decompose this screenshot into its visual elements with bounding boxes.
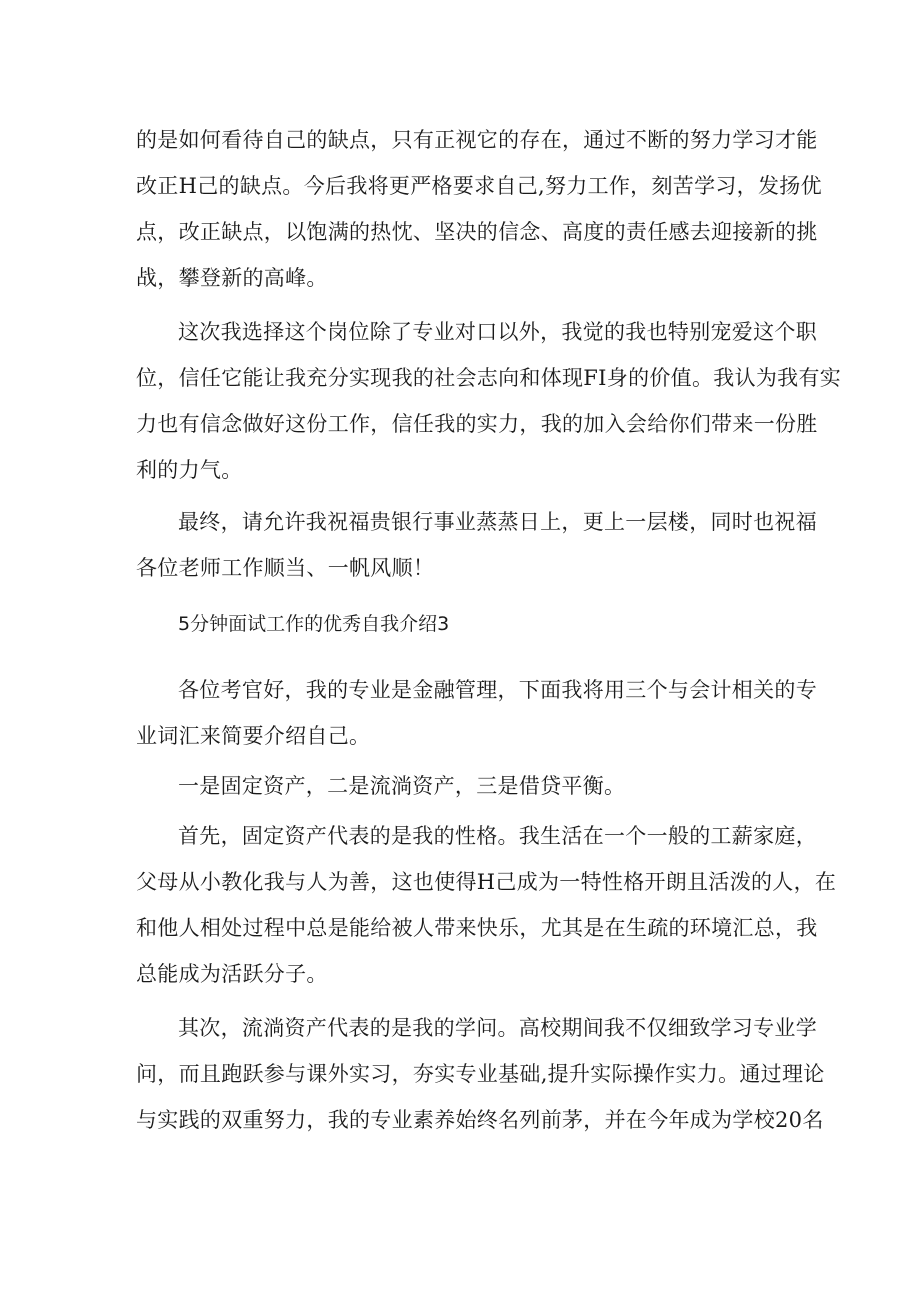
paragraph-1-line-4: 战，攀登新的高峰。	[136, 266, 328, 290]
paragraph-3-line-1: 最终，请允许我祝福贵银行事业蒸蒸日上，更上一层楼，同时也祝福	[178, 510, 817, 534]
paragraph-4-line-2: 业词汇来简要介绍自己。	[136, 724, 371, 748]
paragraph-7-line-3: 与实践的双重努力，我的专业素养始终名列前茅，并在今年成为学校20名	[136, 1108, 824, 1132]
section-heading: 5分钟面试工作的优秀自我介绍3	[178, 613, 450, 635]
paragraph-1-line-3: 点，改正缺点，以饱满的热忱、坚决的信念、高度的责任感去迎接新的挑	[136, 220, 818, 244]
paragraph-6-line-2: 父母从小教化我与人为善，这也使得H己成为一特性格开朗且活泼的人，在	[136, 870, 837, 894]
paragraph-2-line-4: 利的力气。	[136, 458, 243, 482]
paragraph-5-line-1: 一是固定资产，二是流淌资产，三是借贷平衡。	[178, 774, 626, 798]
paragraph-6-line-1: 首先，固定资产代表的是我的性格。我生活在一个一般的工薪家庭，	[178, 824, 817, 848]
paragraph-2-line-1: 这次我选择这个岗位除了专业对口以外，我觉的我也特别宠爱这个职	[178, 320, 817, 344]
paragraph-7-line-1: 其次，流淌资产代表的是我的学问。高校期间我不仅细致学习专业学	[178, 1016, 817, 1040]
paragraph-3-line-2: 各位老师工作顺当、一帆风顺！	[136, 556, 435, 580]
paragraph-6-line-4: 总能成为活跃分子。	[136, 962, 328, 986]
paragraph-1-line-1: 的是如何看待自己的缺点，只有正视它的存在，通过不断的努力学习才能	[136, 128, 818, 152]
paragraph-4-line-1: 各位考官好，我的专业是金融管理，下面我将用三个与会计相关的专	[178, 678, 817, 702]
paragraph-2-line-3: 力也有信念做好这份工作，信任我的实力，我的加入会给你们带来一份胜	[136, 412, 818, 436]
paragraph-1-line-2: 改正H己的缺点。今后我将更严格要求自己,努力工作，刻苦学习，发扬优	[136, 174, 822, 198]
paragraph-6-line-3: 和他人相处过程中总是能给被人带来快乐，尤其是在生疏的环境汇总，我	[136, 916, 818, 940]
paragraph-2-line-2: 位，信任它能让我充分实现我的社会志向和体现FI身的价值。我认为我有实	[136, 366, 842, 390]
paragraph-7-line-2: 问，而且跑跃参与课外实习，夯实专业基础,提升实际操作实力。通过理论	[136, 1062, 825, 1086]
